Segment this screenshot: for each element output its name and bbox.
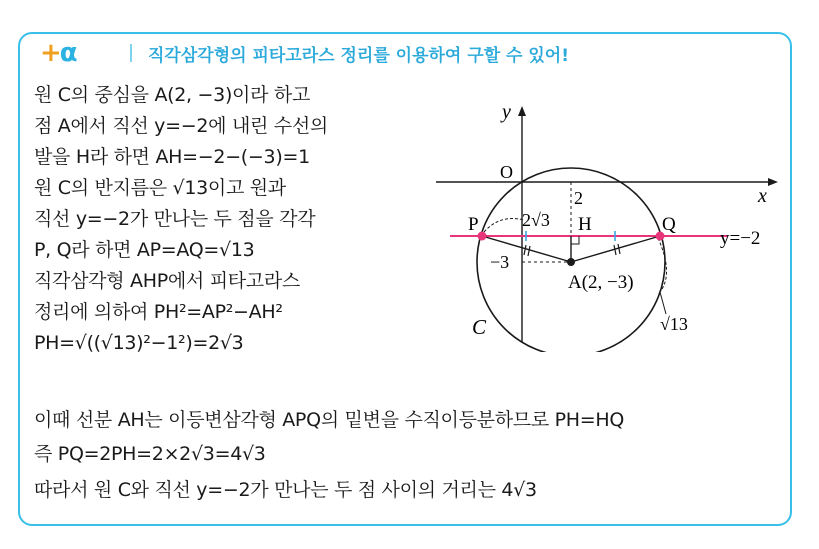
point-a (567, 258, 575, 266)
label-sqrt13: √13 (660, 314, 688, 334)
right-angle-mark (571, 236, 579, 244)
solution-line-1: 원 C의 중심을 A(2, −3)이라 하고 (34, 84, 311, 106)
label-p: P (468, 214, 479, 235)
label-c: C (472, 315, 487, 339)
solution-line-8: 정리에 의하여 PH²=AP²−AH² (34, 301, 283, 323)
point-p (478, 232, 487, 241)
solution-line-7: 직각삼각형 AHP에서 피타고라스 (34, 270, 300, 292)
solution-line-2: 점 A에서 직선 y=−2에 내린 수선의 (34, 115, 328, 137)
solution-line-12: 따라서 원 C와 직선 y=−2가 만나는 두 점 사이의 거리는 4√3 (34, 479, 537, 501)
tick-ap-2 (528, 246, 530, 256)
tick-label-2: 2 (574, 188, 583, 208)
solution-panel (18, 32, 792, 526)
label-h: H (578, 214, 592, 235)
tick-ap-1 (524, 245, 526, 255)
solution-line-9: PH=√((√13)²−1²)=2√3 (34, 332, 244, 354)
solution-line-10: 이때 선분 AH는 이등변삼각형 APQ의 밑변을 수직이등분하므로 PH=HQ (34, 409, 625, 431)
solution-line-11: 즉 PQ=2PH=2×2√3=4√3 (34, 443, 266, 465)
radius-leader (660, 292, 666, 314)
origin-label: O (500, 162, 513, 182)
solution-line-6: P, Q라 하면 AP=AQ=√13 (34, 239, 255, 261)
panel-header (40, 34, 800, 72)
tick-aq-2 (618, 244, 620, 254)
y-axis-label: y (502, 101, 511, 123)
solution-line-4: 원 C의 반지름은 √13이고 원과 (34, 177, 286, 199)
brace-ph (484, 219, 524, 233)
circle-diagram (428, 92, 788, 352)
x-axis-arrow (768, 178, 778, 186)
tick-label-neg3: −3 (490, 252, 510, 272)
plus-alpha-badge: +α (40, 38, 76, 68)
panel-title: 직각삼각형의 피타고라스 정리를 이용하여 구할 수 있어! (148, 45, 569, 66)
label-line: y=−2 (720, 228, 761, 249)
label-2sqrt3: 2√3 (522, 210, 550, 230)
x-axis-label: x (758, 185, 767, 207)
solution-line-3: 발을 H라 하면 AH=−2−(−3)=1 (34, 146, 310, 168)
label-q: Q (662, 214, 676, 235)
solution-line-5: 직선 y=−2가 만나는 두 점을 각각 (34, 208, 316, 230)
solution-text-left (34, 80, 494, 359)
header-divider (130, 44, 132, 62)
label-a: A(2, −3) (568, 272, 634, 293)
y-axis-arrow (518, 106, 526, 116)
